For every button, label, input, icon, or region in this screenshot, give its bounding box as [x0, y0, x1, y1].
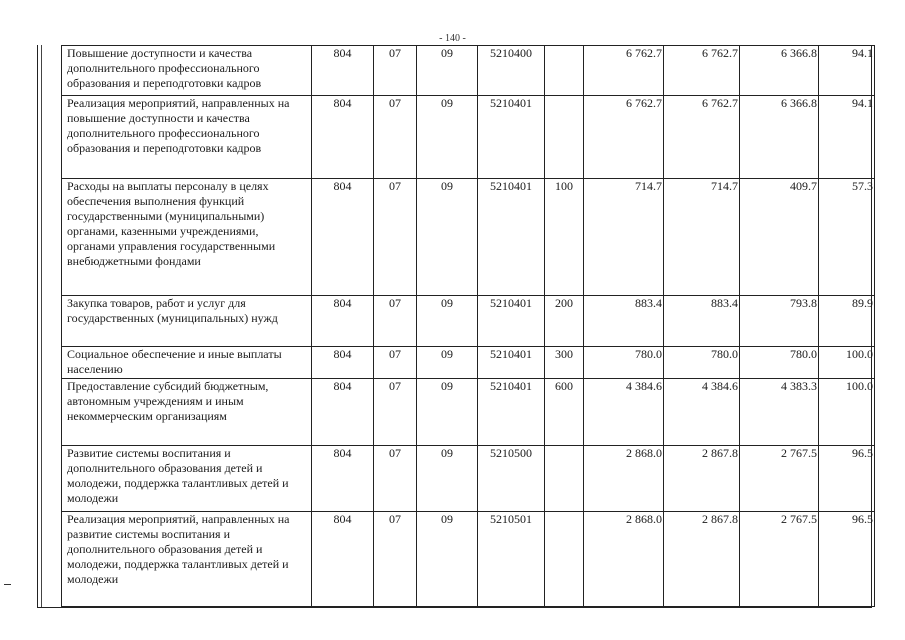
- row-plan-2: 780.0: [664, 347, 740, 379]
- row-vr: [545, 46, 584, 96]
- row-plan-2: 714.7: [664, 179, 740, 296]
- row-pr: 09: [417, 179, 478, 296]
- row-percent: 94.1: [819, 46, 875, 96]
- row-csr: 5210401: [478, 296, 545, 347]
- row-percent: 89.9: [819, 296, 875, 347]
- row-name: Закупка товаров, работ и услуг для государственных (муниципальных) нужд: [62, 296, 312, 347]
- table-row: [62, 379, 875, 446]
- row-rz: 07: [374, 347, 417, 379]
- row-pr: 09: [417, 96, 478, 179]
- row-ved: 804: [312, 46, 374, 96]
- row-percent: 96.5: [819, 512, 875, 607]
- row-percent: 96.5: [819, 446, 875, 512]
- row-pr: 09: [417, 446, 478, 512]
- table-row: [62, 347, 875, 379]
- row-name: Развитие системы воспитания и дополнительного образования детей и молодежи, поддержка талантливых детей и молодежи: [62, 446, 312, 512]
- row-pr: 09: [417, 347, 478, 379]
- row-rz: 07: [374, 446, 417, 512]
- row-plan-2: 6 762.7: [664, 46, 740, 96]
- row-plan-2: 6 762.7: [664, 96, 740, 179]
- row-fact: 793.8: [740, 296, 819, 347]
- row-ved: 804: [312, 446, 374, 512]
- row-name: Реализация мероприятий, направленных на развитие системы воспитания и дополнительного образования детей и молодежи, поддержка талантливых детей и молодежи: [62, 512, 312, 607]
- row-pr: 09: [417, 46, 478, 96]
- row-plan-2: 2 867.8: [664, 446, 740, 512]
- row-csr: 5210401: [478, 96, 545, 179]
- row-plan-1: 2 868.0: [584, 512, 664, 607]
- row-vr: 300: [545, 347, 584, 379]
- row-ved: 804: [312, 347, 374, 379]
- row-percent: 100.0: [819, 347, 875, 379]
- row-vr: [545, 512, 584, 607]
- row-plan-1: 2 868.0: [584, 446, 664, 512]
- row-name: Реализация мероприятий, направленных на повышение доступности и качества дополнительного профессионального образования и переподготовки кадров: [62, 96, 312, 179]
- row-pr: 09: [417, 512, 478, 607]
- row-vr: 600: [545, 379, 584, 446]
- row-plan-1: 6 762.7: [584, 96, 664, 179]
- budget-table: [61, 45, 875, 607]
- table-row: [62, 296, 875, 347]
- table-row: [62, 512, 875, 607]
- row-fact: 6 366.8: [740, 46, 819, 96]
- row-ved: 804: [312, 296, 374, 347]
- row-rz: 07: [374, 96, 417, 179]
- row-plan-2: 4 384.6: [664, 379, 740, 446]
- row-csr: 5210400: [478, 46, 545, 96]
- row-plan-2: 2 867.8: [664, 512, 740, 607]
- row-csr: 5210401: [478, 179, 545, 296]
- row-name: Социальное обеспечение и иные выплаты населению: [62, 347, 312, 379]
- table-row: [62, 179, 875, 296]
- row-plan-1: 6 762.7: [584, 46, 664, 96]
- row-pr: 09: [417, 379, 478, 446]
- row-ved: 804: [312, 179, 374, 296]
- row-plan-1: 780.0: [584, 347, 664, 379]
- row-fact: 4 383.3: [740, 379, 819, 446]
- row-fact: 2 767.5: [740, 446, 819, 512]
- margin-dash: [4, 584, 11, 585]
- row-ved: 804: [312, 96, 374, 179]
- table-row: [62, 46, 875, 96]
- row-plan-1: 714.7: [584, 179, 664, 296]
- row-csr: 5210401: [478, 379, 545, 446]
- table-row: [62, 96, 875, 179]
- row-rz: 07: [374, 379, 417, 446]
- row-csr: 5210500: [478, 446, 545, 512]
- row-pr: 09: [417, 296, 478, 347]
- row-plan-1: 4 384.6: [584, 379, 664, 446]
- row-vr: [545, 446, 584, 512]
- row-name: Расходы на выплаты персоналу в целях обеспечения выполнения функций государственными (муниципальными) органами, казенными учреждениями, органами управления государственными внебюджетными фондами: [62, 179, 312, 296]
- row-rz: 07: [374, 512, 417, 607]
- row-percent: 57.3: [819, 179, 875, 296]
- page-number: - 140 -: [439, 33, 466, 44]
- row-vr: 200: [545, 296, 584, 347]
- row-rz: 07: [374, 46, 417, 96]
- table-row: [62, 446, 875, 512]
- row-fact: 780.0: [740, 347, 819, 379]
- row-fact: 409.7: [740, 179, 819, 296]
- row-rz: 07: [374, 179, 417, 296]
- row-vr: 100: [545, 179, 584, 296]
- row-fact: 6 366.8: [740, 96, 819, 179]
- row-ved: 804: [312, 379, 374, 446]
- row-percent: 100.0: [819, 379, 875, 446]
- row-name: Повышение доступности и качества дополнительного профессионального образования и переподготовки кадров: [62, 46, 312, 96]
- row-percent: 94.1: [819, 96, 875, 179]
- row-csr: 5210501: [478, 512, 545, 607]
- row-rz: 07: [374, 296, 417, 347]
- row-ved: 804: [312, 512, 374, 607]
- row-fact: 2 767.5: [740, 512, 819, 607]
- row-plan-2: 883.4: [664, 296, 740, 347]
- row-vr: [545, 96, 584, 179]
- row-plan-1: 883.4: [584, 296, 664, 347]
- frame-inner-left-line: [41, 45, 42, 607]
- row-csr: 5210401: [478, 347, 545, 379]
- row-name: Предоставление субсидий бюджетным, автономным учреждениям и иным некоммерческим организациям: [62, 379, 312, 446]
